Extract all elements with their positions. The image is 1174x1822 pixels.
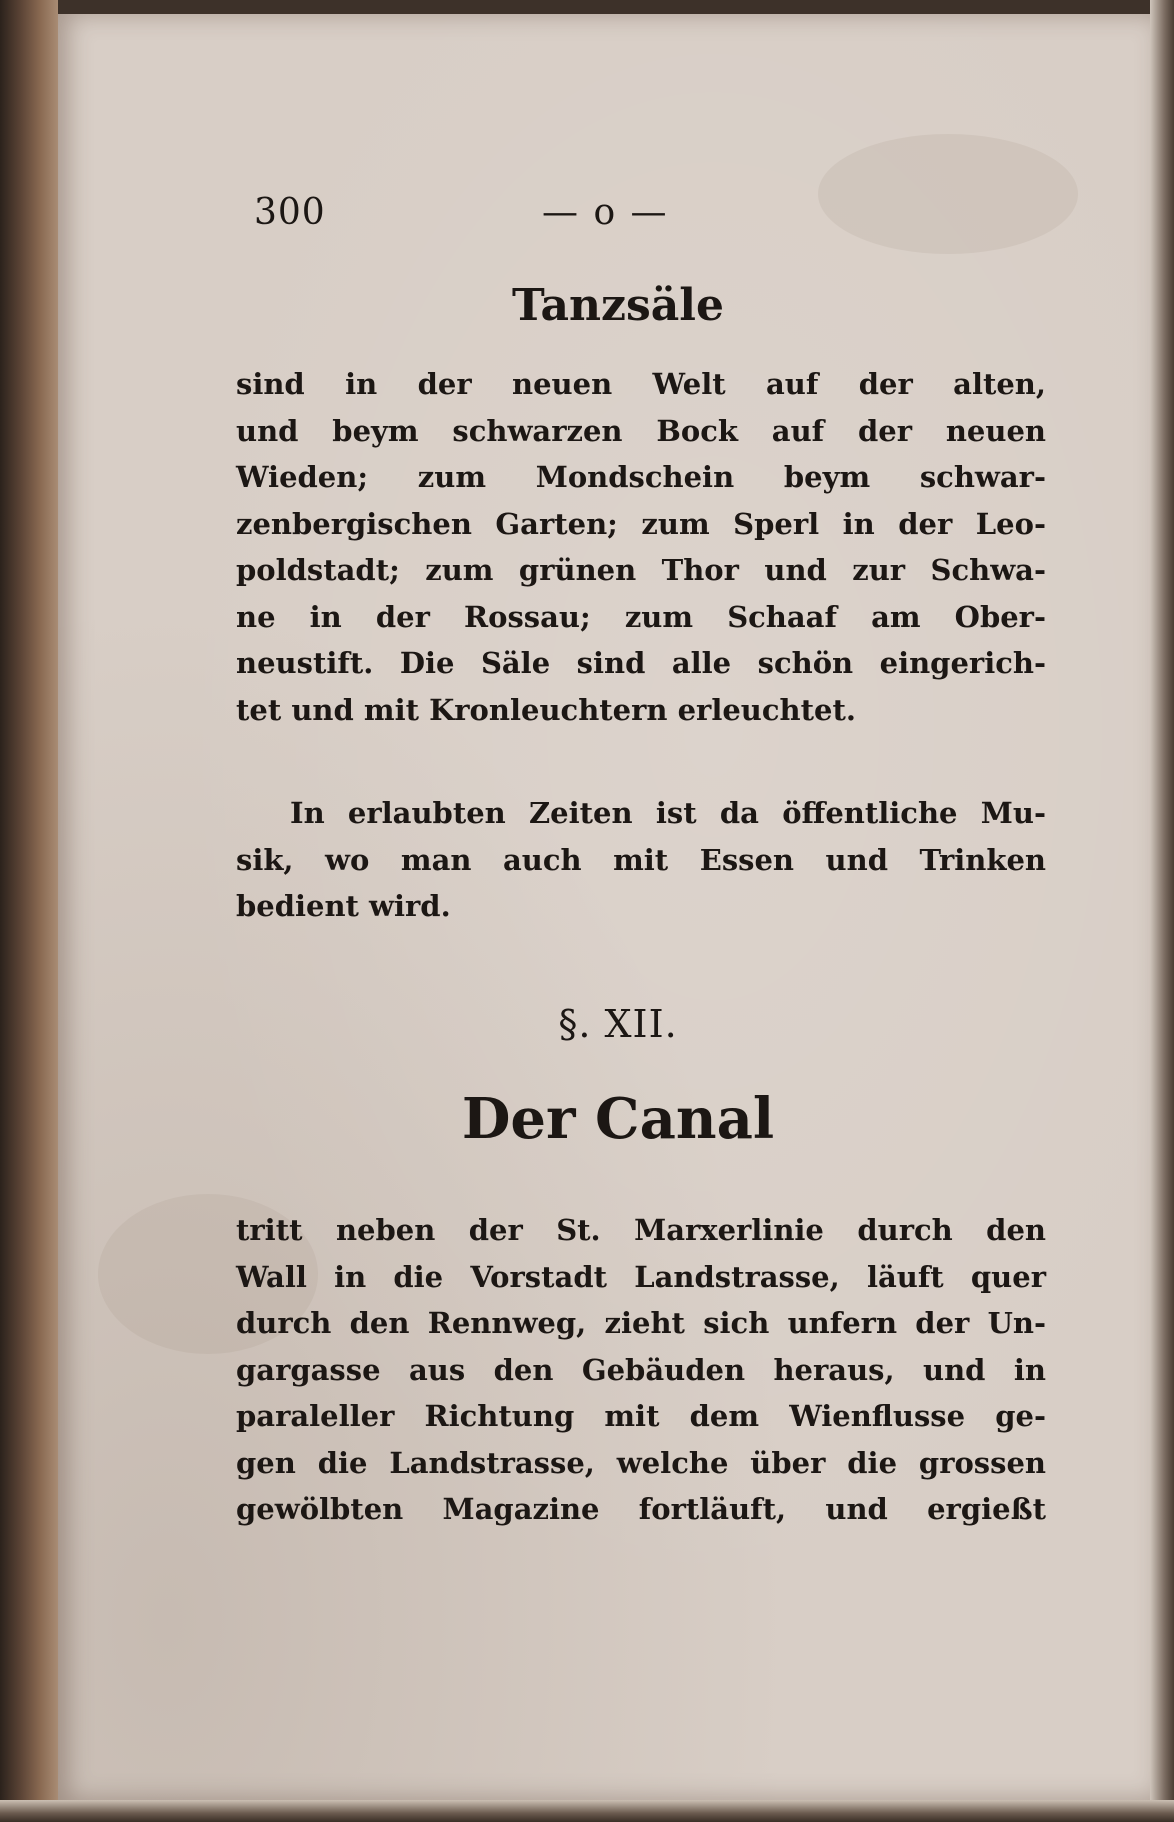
text-line: sind in der neuen Welt auf der alten, [236,367,1046,401]
text-line: gewölbten Magazine fortläuft, und ergießt [236,1492,1046,1526]
text-line: poldstadt; zum grünen Thor und zur Schwa- [236,553,1046,587]
text-line: paraleller Richtung mit dem Wienflusse ge- [236,1399,1046,1433]
section-number: §. XII. [558,1002,678,1046]
book-page [58,14,1150,1800]
text-line: tet und mit Kronleuchtern erleuchtet. [236,692,856,727]
page-edge-bottom [0,1800,1174,1822]
book-binding [0,0,58,1822]
section-heading-tanzsaele: Tanzsäle [511,280,724,331]
text-line: In erlaubten Zeiten ist da öffentliche Mu- [290,796,1046,830]
text-line: Wall in die Vorstadt Landstrasse, läuft quer [236,1259,1046,1294]
text-line: gargasse aus den Gebäuden heraus, und in [236,1352,1046,1387]
text-line: gen die Landstrasse, welche über die grossen [236,1445,1046,1480]
paragraph-tanzsaele [236,361,1046,733]
text-line: durch den Rennweg, zieht sich unfern der Un- [236,1306,1046,1340]
section-heading-canal: Der Canal [461,1086,775,1152]
running-head: — o — [542,192,669,233]
text-line: neustift. Die Säle sind alle schön eingerich- [236,646,1046,680]
page-edge-right [1150,0,1174,1822]
text-line: ne in der Rossau; zum Schaaf am Ober- [236,599,1046,634]
text-line: tritt neben der St. Marxerlinie durch den [236,1213,1046,1247]
text-line: sik, wo man auch mit Essen und Trinken [236,842,1046,877]
paragraph-musik [236,790,1046,930]
page-number: 300 [254,192,326,233]
text-line: und beym schwarzen Bock auf der neuen [236,413,1046,448]
text-line: Wieden; zum Mondschein beym schwar- [236,460,1046,494]
text-line: bedient wird. [236,889,451,923]
text-line: zenbergischen Garten; zum Sperl in der Leo- [236,506,1046,541]
paragraph-canal [236,1207,1046,1533]
paper-stain [818,134,1078,254]
